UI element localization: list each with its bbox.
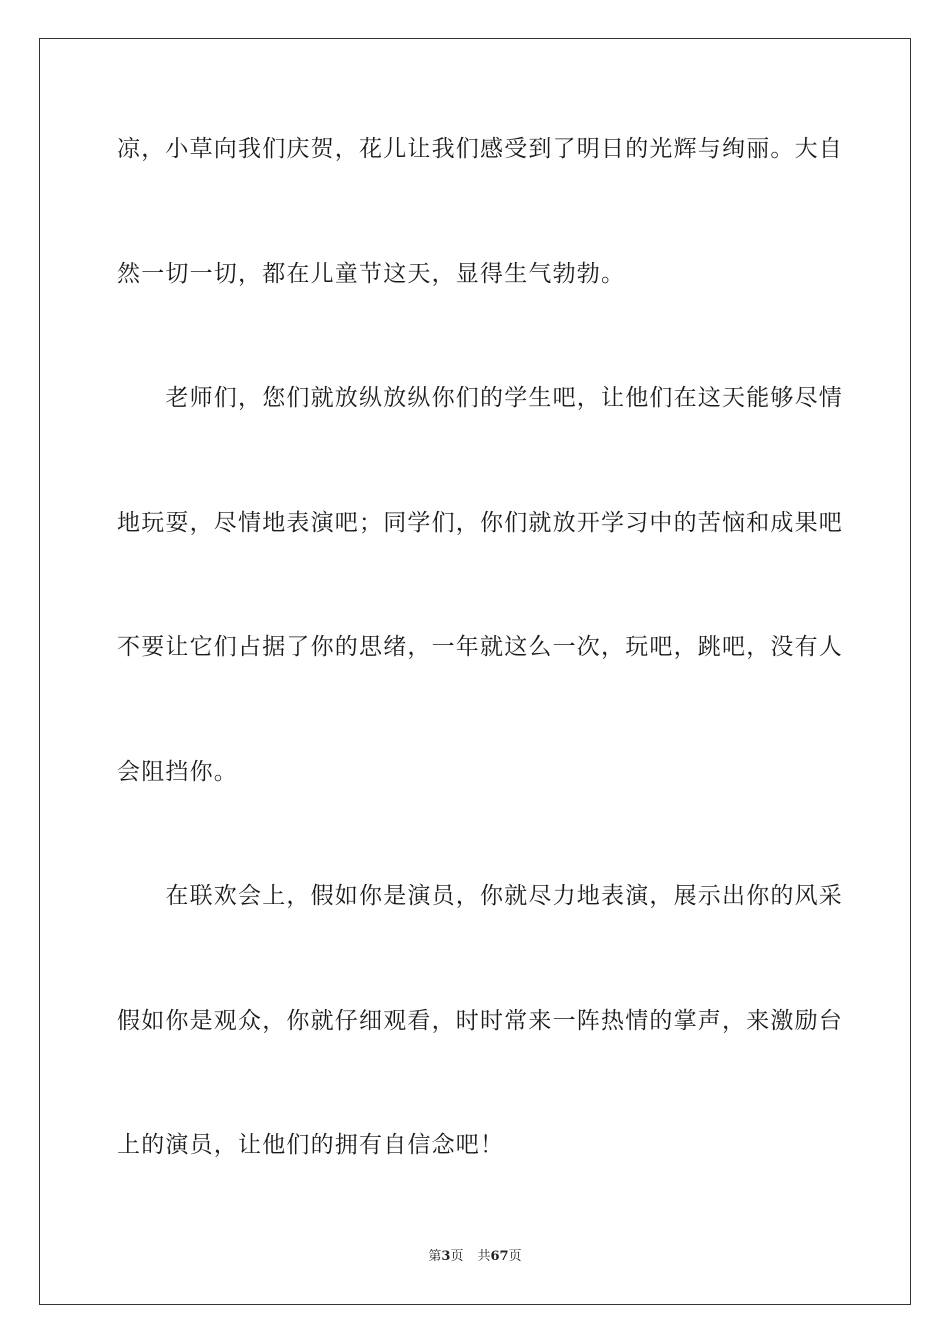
- page-prefix: 第: [428, 1249, 442, 1264]
- body-line-2: 然一切一切，都在儿童节这天，显得生气勃勃。: [117, 261, 626, 287]
- total-pages: 67: [490, 1249, 509, 1264]
- body-line-5: 不要让它们占据了你的思绪，一年就这么一次，玩吧，跳吧，没有人: [117, 634, 843, 660]
- body-line-8: 假如你是观众，你就仔细观看，时时常来一阵热情的掌声，来激励台: [117, 1008, 843, 1034]
- total-suffix: 页: [508, 1249, 522, 1264]
- body-line-7: 在联欢会上，假如你是演员，你就尽力地表演，展示出你的风采: [117, 883, 843, 909]
- page-border: [39, 38, 911, 1305]
- body-line-4: 地玩耍，尽情地表演吧；同学们，你们就放开学习中的苦恼和成果吧: [117, 510, 843, 536]
- page-number: 3: [441, 1249, 451, 1264]
- body-line-3: 老师们，您们就放纵放纵你们的学生吧，让他们在这天能够尽情: [117, 385, 843, 411]
- body-line-6: 会阻挡你。: [117, 759, 238, 785]
- body-line-1: 凉，小草向我们庆贺，花儿让我们感受到了明日的光辉与绚丽。大自: [117, 136, 843, 162]
- body-line-9: 上的演员，让他们的拥有自信念吧！: [117, 1132, 505, 1158]
- page-footer: [0, 1248, 950, 1266]
- total-prefix: 共: [477, 1249, 491, 1264]
- page-suffix: 页: [450, 1249, 464, 1264]
